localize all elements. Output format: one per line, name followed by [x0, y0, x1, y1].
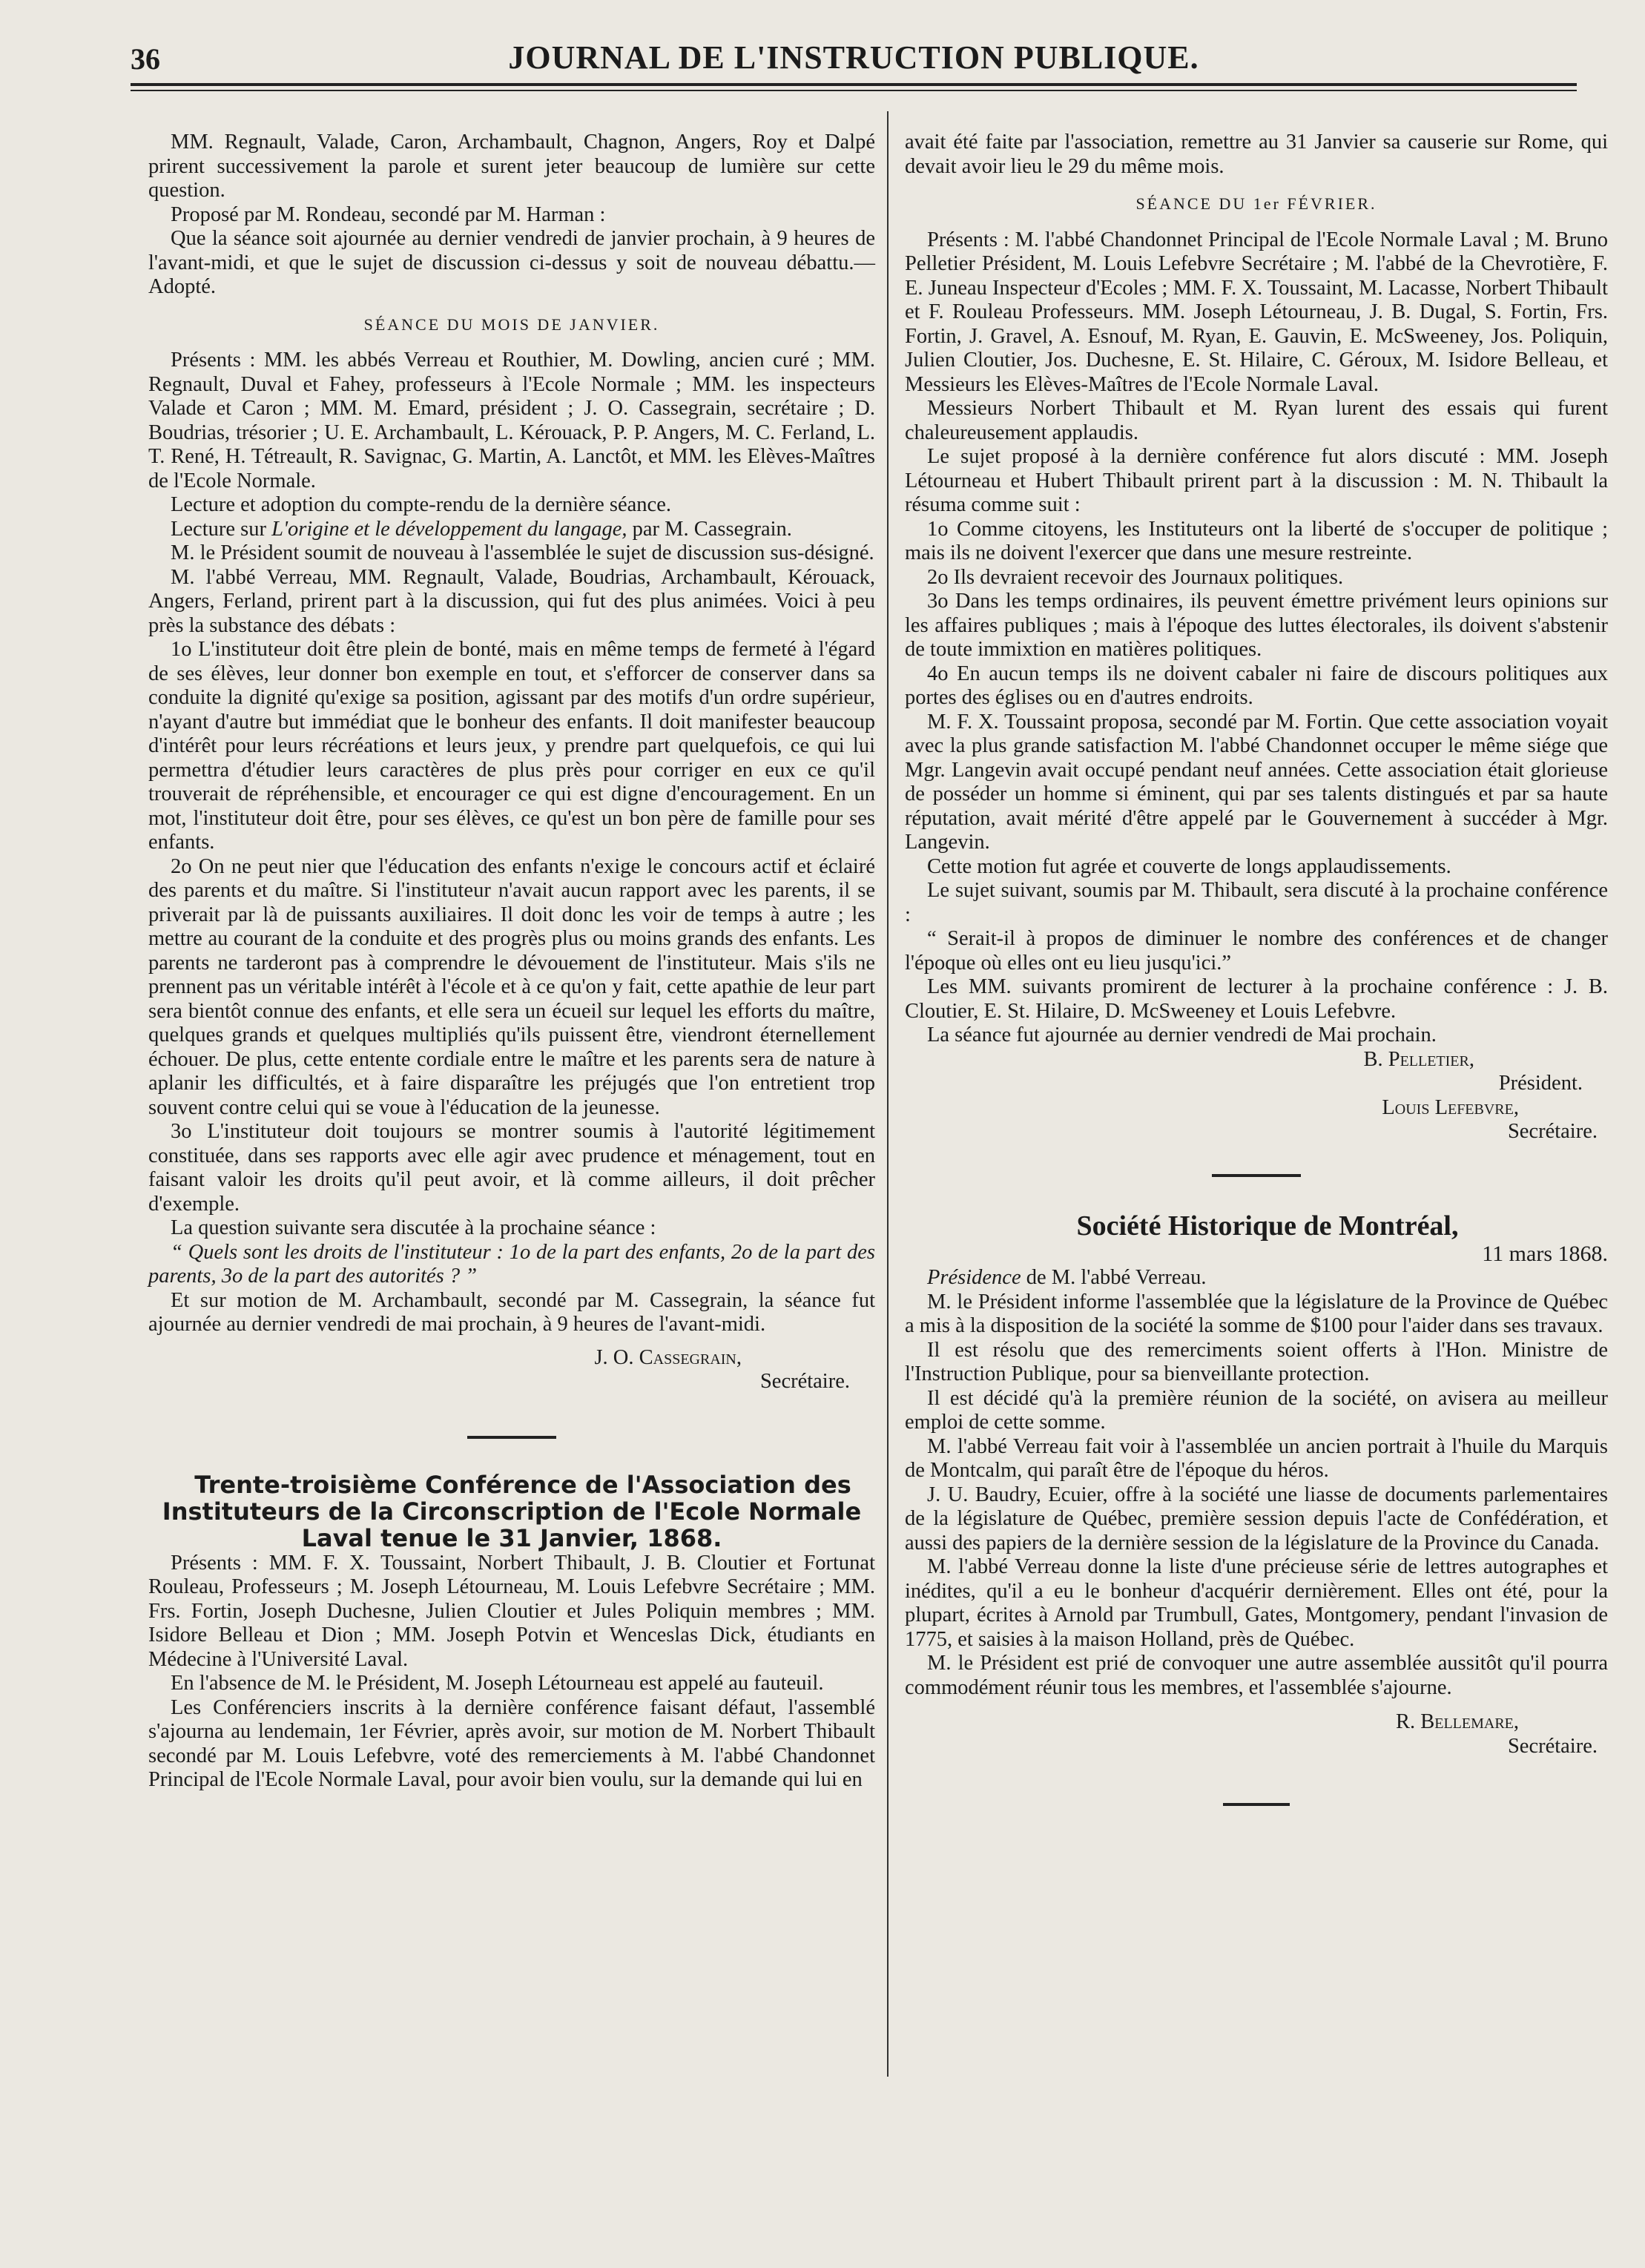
signature-name: R. Bellemare,: [1395, 1710, 1519, 1733]
paragraph: La question suivante sera discutée à la prochaine séance :: [171, 1216, 656, 1239]
paragraph: Les Conférenciers inscrits à la dernière conférence faisant défaut, l'assemblé s'ajourna au lendemain, 1er Février, après avoir, sur motion de M. Norbert Thibault secondé par M. Louis Lefebvre, voté des remerciements à M. l'abbé Chandonnet Principal de l'Ecole Normale Laval, pour avoir bien voulu, sur la demande qui lui en: [148, 1695, 875, 1791]
paragraph: Il est résolu que des remerciments soient offerts à l'Hon. Ministre de l'Instruction Publique, pour sa bienveillante protection.: [905, 1338, 1608, 1385]
paragraph: 1o Comme citoyens, les Instituteurs ont la liberté de s'occuper de politique ; mais ils ne doivent l'exercer que dans une mesure restreinte.: [905, 517, 1608, 564]
text: par M. Cassegrain.: [627, 517, 792, 541]
text: Lecture sur: [171, 517, 272, 541]
page-header: [131, 39, 1577, 80]
paragraph: Que la séance soit ajournée au dernier vendredi de janvier prochain, à 9 heures de l'avant-midi, et que le sujet de discussion ci-dessus y soit de nouveau débattu.—Adopté.: [148, 227, 875, 298]
signature-role: Secrétaire.: [759, 1370, 850, 1393]
paragraph: [148, 518, 875, 542]
signature-role: Président.: [1498, 1072, 1583, 1095]
society-date: 11 mars 1868.: [1482, 1241, 1608, 1266]
paragraph: 4o En aucun temps ils ne doivent cabaler ni faire de discours politiques aux portes des églises ou en d'autres endroits.: [905, 662, 1608, 709]
paragraph: M. le Président est prié de convoquer une autre assemblée aussitôt qu'il pourra commodément réunir tous les membres, et l'assemblée s'ajourne.: [905, 1652, 1608, 1699]
paragraph: M. l'abbé Verreau, MM. Regnault, Valade, Boudrias, Archambault, Kérouack, Angers, Ferland, prirent part à la discussion, qui fut des plus animées. Voici à peu près la substance des débats :: [148, 565, 875, 637]
header-rule: [131, 83, 1577, 91]
paragraph: M. l'abbé Verreau fait voir à l'assemblée un ancien portrait à l'huile du Marquis de Montcalm, qui paraît être de l'époque du héros.: [905, 1434, 1608, 1482]
signature-role: Secrétaire.: [1507, 1120, 1598, 1143]
page-number: 36: [131, 42, 160, 76]
paragraph: Présents : M. l'abbé Chandonnet Principal de l'Ecole Normale Laval ; M. Bruno Pelletier Président, M. Louis Lefebvre Secrétaire ; M. l'abbé de la Chevrotière, F. E. Juneau Inspecteur d'Ecoles ; MM. F. X. Toussaint, M. Lacasse, Norbert Thibault et F. Rouleau Professeurs. MM. Joseph Létourneau, J. B. Dugal, S. Fortin, Frs. Fortin, J. Gravel, A. Esnouf, M. Ryan, E. Gauvin, E. McSweeney, Jos. Poliquin, Julien Cloutier, Jos. Duchesne, E. St. Hilaire, C. Géroux, M. Isidore Belleau, et Messieurs les Elèves-Maîtres de l'Ecole Normale Laval.: [905, 228, 1608, 396]
presidence-label: Présidence: [927, 1266, 1021, 1289]
section-divider: [1223, 1803, 1290, 1806]
signature-name: Louis Lefebvre,: [1382, 1095, 1519, 1119]
quoted-question: “ Quels sont les droits de l'instituteur : 1o de la part des enfants, 2o de la part des parents, 3o de la part des autorités ? ”: [148, 1240, 875, 1288]
paragraph: Le sujet proposé à la dernière conférence fut alors discuté : MM. Joseph Létourneau et Hubert Thibault prirent part à la discussion : M. N. Thibault la résuma comme suit :: [905, 445, 1608, 516]
section-heading: SÉANCE DU MOIS DE JANVIER.: [363, 314, 660, 334]
paragraph: Présents : MM. F. X. Toussaint, Norbert Thibault, J. B. Cloutier et Fortunat Rouleau, Professeurs ; M. Joseph Létourneau, M. Louis Lefebvre Secrétaire ; MM. Frs. Fortin, Joseph Duchesne, Julien Cloutier et Jules Poliquin membres ; MM. Isidore Belleau et Dion ; MM. Joseph Potvin et Wenceslas Dick, étudiants en Médecine à l'Université Laval.: [148, 1551, 875, 1671]
conference-title: Trente-troisième Conférence de l'Association des Instituteurs de la Circonscription de l'Ecole Normale Laval tenue le 31 Janvier, 1868.: [162, 1470, 862, 1552]
society-title: Société Historique de Montréal,: [1076, 1210, 1459, 1242]
paragraph: Le sujet suivant, soumis par M. Thibault, sera discuté à la prochaine conférence :: [905, 879, 1608, 926]
paragraph: M. l'abbé Verreau donne la liste d'une précieuse série de lettres autographes et inédites, qu'il a eu le bonheur d'acquérir dernièrement. Elles ont été, pour la plupart, écrites à Arnold par Trumbull, Gates, Montgomery, pendant l'invasion de 1775, et saisies à la maison Holland, près de Québec.: [905, 1555, 1608, 1651]
paragraph: avait été faite par l'association, remettre au 31 Janvier sa causerie sur Rome, qui devait avoir lieu le 29 du même mois.: [905, 131, 1608, 178]
lecture-title: L'origine et le développement du langage,: [271, 517, 627, 541]
paragraph: 2o Ils devraient recevoir des Journaux politiques.: [927, 565, 1344, 589]
section-heading: SÉANCE DU 1er FÉVRIER.: [1135, 194, 1377, 213]
paragraph: M. le Président soumit de nouveau à l'assemblée le sujet de discussion sus-désigné.: [171, 541, 874, 564]
paragraph: Proposé par M. Rondeau, secondé par M. Harman :: [171, 202, 606, 226]
column-divider: [887, 111, 889, 2077]
paragraph: [905, 1266, 1608, 1290]
paragraph: Il est décidé qu'à la première réunion de la société, on avisera au meilleur emploi de cette somme.: [905, 1386, 1608, 1434]
signature-name: B. Pelletier,: [1363, 1047, 1474, 1071]
paragraph: La séance fut ajournée au dernier vendredi de Mai prochain.: [927, 1023, 1437, 1046]
paragraph: Lecture et adoption du compte-rendu de la dernière séance.: [171, 493, 671, 516]
paragraph: M. le Président informe l'assemblée que la législature de la Province de Québec a mis à la disposition de la société la somme de $100 pour l'aider dans ses travaux.: [905, 1290, 1608, 1337]
paragraph: M. F. X. Toussaint proposa, secondé par M. Fortin. Que cette association voyait avec la plus grande satisfaction M. l'abbé Chandonnet occuper le même siége que Mgr. Langevin avait occupé pendant neuf années. Cette association était glorieuse de posséder un homme si éminent, qui par ses talents distingués et par sa haute réputation, avait mérité d'être appelé par le Gouvernement à succéder à Mgr. Langevin.: [905, 710, 1608, 854]
left-column: [148, 131, 875, 1793]
text: de M. l'abbé Verreau.: [1021, 1266, 1207, 1289]
paragraph: Et sur motion de M. Archambault, secondé par M. Cassegrain, la séance fut ajournée au dernier vendredi de mai prochain, à 9 heures de l'avant-midi.: [148, 1288, 875, 1336]
paragraph: 1o L'instituteur doit être plein de bonté, mais en même temps de fermeté à l'égard de ses élèves, leur donner bon exemple en tout, et s'efforcer de conserver dans sa conduite la dignité qu'exige sa position, agissant par des motifs d'un ordre supérieur, n'ayant d'autre but immédiat que le bonheur des enfants. Il doit manifester beaucoup d'intérêt pour leurs récréations et leurs jeux, y prendre part quelquefois, ce qui lui permettra d'étudier leurs caractères de plus près pour corriger en eux ce qu'il trouverait de répréhensible, et encourager ce qui est digne d'encouragement. En un mot, l'instituteur doit être, pour ses élèves, ce qu'est un bon père de famille pour ses enfants.: [148, 638, 875, 854]
right-column: [905, 131, 1608, 1839]
paragraph: 2o On ne peut nier que l'éducation des enfants n'exige le concours actif et éclairé des parents et du maître. Si l'instituteur n'avait aucun rapport avec les parents, il se priverait par là de puissants auxiliaires. Il doit donc les voir de temps à autre ; les mettre au courant de la conduite et des progrès plus ou moins grands des enfants. Les parents ne tarderont pas à comprendre le dévouement de l'instituteur. Mais s'ils ne prennent pas un véritable intérêt à l'école et à ce qu'on y fait, cette apathie de leur part sera bientôt connue des enfants, et elle sera un écueil sur lequel les efforts du maître, quelques grands et quelques multipliés qu'ils puissent être, viendront éternellement échouer. De plus, cette entente cordiale entre le maître et les parents sera de nature à aplanir les difficultés, et à faire disparaître les préjugés que l'on entretient trop souvent contre celui qui se voue à l'éducation de la jeunesse.: [148, 854, 875, 1119]
paragraph: MM. Regnault, Valade, Caron, Archambault, Chagnon, Angers, Roy et Dalpé prirent successivement la parole et surent jeter beaucoup de lumière sur cette question.: [148, 131, 875, 202]
signature-name: J. O. Cassegrain,: [594, 1345, 742, 1369]
journal-title: JOURNAL DE L'INSTRUCTION PUBLIQUE.: [508, 39, 1199, 76]
paragraph: J. U. Baudry, Ecuier, offre à la société une liasse de documents parlementaires de la législature de Québec, première session depuis l'acte de Confédération, et aussi des papiers de la dernière session de la législature de la Province du Canada.: [905, 1483, 1608, 1555]
paragraph: Cette motion fut agrée et couverte de longs applaudissements.: [927, 854, 1451, 878]
paragraph: 3o Dans les temps ordinaires, ils peuvent émettre privément leurs opinions sur les affaires publiques ; mais à l'époque des luttes électorales, ils doivent s'abstenir de toute immixtion en matières politiques.: [905, 590, 1608, 661]
paragraph: Présents : MM. les abbés Verreau et Routhier, M. Dowling, ancien curé ; MM. Regnault, Duval et Fahey, professeurs à l'Ecole Normale ; MM. les inspecteurs Valade et Caron ; MM. M. Emard, président ; J. O. Cassegrain, secrétaire ; D. Boudrias, trésorier ; U. E. Archambault, L. Kérouack, P. P. Angers, M. C. Ferland, L. T. René, H. Tétreault, R. Savignac, G. Martin, A. Lanctôt, et MM. les Elèves-Maîtres de l'Ecole Normale.: [148, 349, 875, 492]
section-divider: [467, 1436, 556, 1439]
paragraph: En l'absence de M. le Président, M. Joseph Létourneau est appelé au fauteuil.: [171, 1672, 824, 1695]
section-divider: [1212, 1174, 1301, 1177]
paragraph: Messieurs Norbert Thibault et M. Ryan lurent des essais qui furent chaleureusement applaudis.: [905, 397, 1608, 444]
signature-role: Secrétaire.: [1507, 1734, 1598, 1758]
quoted-question: “ Serait-il à propos de diminuer le nombre des conférences et de changer l'époque où elles ont eu lieu jusqu'ici.”: [905, 927, 1608, 975]
paragraph: 3o L'instituteur doit toujours se montrer soumis à l'autorité légitimement constituée, dans ses rapports avec elle agir avec prudence et ménagement, tout en faisant valoir les droits qu'il peut avoir, et là comme ailleurs, il doit prêcher d'exemple.: [148, 1120, 875, 1216]
paragraph: Les MM. suivants promirent de lecturer à la prochaine conférence : J. B. Cloutier, E. St. Hilaire, D. McSweeney et Louis Lefebvre.: [905, 975, 1608, 1023]
